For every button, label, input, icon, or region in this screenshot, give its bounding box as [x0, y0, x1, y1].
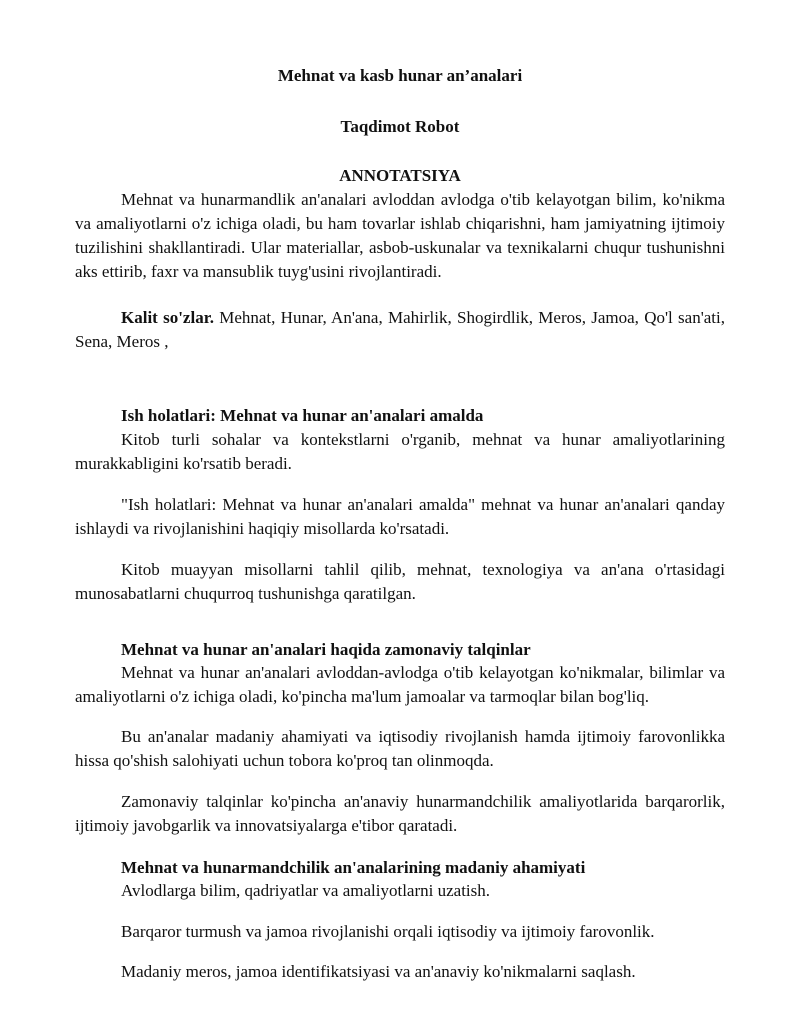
section3-line-3: Madaniy meros, jamoa identifikatsiyasi va an'anaviy ko'nikmalarni saqlash. [121, 962, 636, 981]
keywords-text: Mehnat, Hunar, An'ana, Mahirlik, Shogirdlik, Meros, Jamoa, Qo'l san'ati, Sena, Meros , [75, 308, 725, 351]
document-title: Mehnat va kasb hunar an’analari [277, 66, 523, 85]
section1-paragraph-2: "Ish holatlari: Mehnat va hunar an'analari amalda" mehnat va hunar an'analari qanday ishlaydi va rivojlanishini haqiqiy misollarda ko'rsatadi. [75, 495, 725, 538]
keywords-label: Kalit so'zlar. [121, 308, 214, 327]
section1-paragraph-1: Kitob turli sohalar va kontekstlarni o'rganib, mehnat va hunar amaliyotlarining murakkabligini ko'rsatib beradi. [75, 430, 725, 473]
section1-paragraph-3: Kitob muayyan misollarni tahlil qilib, mehnat, texnologiya va an'ana o'rtasidagi munosabatlarni chuqurroq tushunishga qaratilgan. [75, 560, 725, 603]
section3-line-2: Barqaror turmush va jamoa rivojlanishi orqali iqtisodiy va ijtimoiy farovonlik. [121, 922, 655, 941]
section2-paragraph-3: Zamonaviy talqinlar ko'pincha an'anaviy hunarmandchilik amaliyotlarida barqarorlik, ijtimoiy javobgarlik va innovatsiyalarga e'tibor qaratadi. [75, 792, 725, 835]
section-heading-case-studies: Ish holatlari: Mehnat va hunar an'analari amalda [121, 406, 484, 425]
annotation-paragraph: Mehnat va hunarmandlik an'analari avloddan avlodga o'tib kelayotgan bilim, ko'nikma va amaliyotlarni o'z ichiga oladi, bu ham tovarlar ishlab chiqarishni, ham jamiyatning ijtimoiy tuzilishini shakllantiradi. Ular materiallar, asbob-uskunalar va texnikalarni chuqur tushunishni aks ettirib, faxr va mansublik tuyg'usini rivojlantiradi. [75, 190, 725, 281]
section-heading-cultural-significance: Mehnat va hunarmandchilik an'analarining madaniy ahamiyati [121, 858, 586, 877]
section2-paragraph-1: Mehnat va hunar an'analari avloddan-avlodga o'tib kelayotgan ko'nikmalar, bilimlar va amaliyotlarni o'z ichiga oladi, ko'pincha ma'lum jamoalar va tarmoqlar bilan bog'liq. [75, 663, 725, 706]
section3-line-1: Avlodlarga bilim, qadriyatlar va amaliyotlarni uzatish. [121, 881, 491, 900]
keywords-paragraph [75, 306, 725, 354]
section-heading-modern-interpretations: Mehnat va hunar an'analari haqida zamonaviy talqinlar [121, 640, 531, 659]
document-subtitle: Taqdimot Robot [340, 117, 460, 136]
section2-paragraph-2: Bu an'analar madaniy ahamiyati va iqtisodiy rivojlanish hamda ijtimoiy farovonlikka hissa qo'shish salohiyati uchun tobora ko'proq tan olinmoqda. [75, 727, 725, 770]
annotation-heading: ANNOTATSIYA [339, 166, 461, 185]
